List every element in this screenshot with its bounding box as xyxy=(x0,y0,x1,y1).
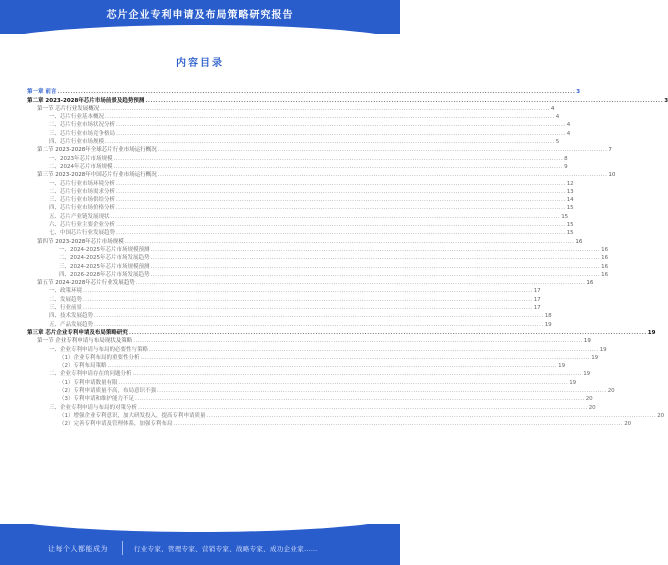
toc-entry[interactable] xyxy=(27,329,656,337)
toc-entry-label: 三、行业前景 xyxy=(49,305,83,312)
toc-leader-dots: ........................................................................................................................................................................................................ xyxy=(116,197,566,204)
toc-entry-page: 4 xyxy=(566,122,571,129)
toc-entry-label: 第一章 前言 xyxy=(27,89,57,96)
toc-entry-page: 17 xyxy=(533,296,541,303)
toc-leader-dots: ........................................................................................................................................................................................................ xyxy=(145,97,664,104)
toc-entry-label: 第四节 2023-2028年芯片市场规模 xyxy=(37,238,124,245)
toc-entry[interactable] xyxy=(27,212,569,220)
header-curve xyxy=(0,25,410,45)
toc-entry-page: 19 xyxy=(583,371,591,378)
toc-leader-dots: ........................................................................................................................................................................................................ xyxy=(116,130,566,137)
toc-entry-page: 19 xyxy=(583,338,591,345)
toc-entry[interactable] xyxy=(27,271,609,279)
toc-entry[interactable] xyxy=(27,345,607,353)
toc-entry-page: 20 xyxy=(607,387,615,394)
toc-leader-dots: ........................................................................................................................................................................................................ xyxy=(116,230,566,237)
toc-title: 内容目录 xyxy=(176,58,224,69)
toc-entry-page: 20 xyxy=(588,404,596,411)
toc-entry-label: 三、芯片行业市场竞争格局 xyxy=(49,130,116,137)
toc-entry[interactable] xyxy=(27,154,568,162)
toc-entry-label: 一、2024-2025年芯片市场规模预测 xyxy=(59,246,150,253)
toc-leader-dots: ........................................................................................................................................................................................................ xyxy=(105,139,555,146)
toc-entry-label: （3）专利申请和维护能力不足 xyxy=(59,396,135,403)
toc-leader-dots: ........................................................................................................................................................................................................ xyxy=(132,371,583,378)
toc-entry-label: 二、企业专利申请存在的问题分析 xyxy=(49,371,132,378)
toc-entry-label: 二、芯片行业市场状况分析 xyxy=(49,122,116,129)
toc-entry-page: 16 xyxy=(586,280,594,287)
toc-entry-page: 19 xyxy=(558,363,566,370)
toc-entry[interactable] xyxy=(27,304,541,312)
toc-entry[interactable] xyxy=(27,171,616,179)
toc-entry[interactable] xyxy=(27,221,574,229)
toc-entry-label: 一、2023年芯片市场规模 xyxy=(49,155,113,162)
toc-entry[interactable] xyxy=(27,179,574,187)
toc-leader-dots: ........................................................................................................................................................................................................ xyxy=(138,404,588,411)
toc-entry-label: 三、企业专利申请与布局的对策分析 xyxy=(49,404,138,411)
toc-leader-dots: ........................................................................................................................................................................................................ xyxy=(150,255,601,262)
toc-entry-page: 16 xyxy=(601,246,609,253)
toc-entry[interactable] xyxy=(27,262,609,270)
toc-leader-dots: ........................................................................................................................................................................................................ xyxy=(157,147,608,154)
toc-leader-dots: ........................................................................................................................................................................................................ xyxy=(116,222,566,229)
toc-entry-label: 第五节 2024-2028年芯片行业发展趋势 xyxy=(37,280,135,287)
toc-entry[interactable] xyxy=(27,138,560,146)
toc-entry-page: 12 xyxy=(566,180,574,187)
toc-entry-page: 4 xyxy=(566,130,571,137)
toc-entry[interactable] xyxy=(27,287,541,295)
toc-leader-dots: ........................................................................................................................................................................................................ xyxy=(140,354,591,361)
toc-entry-page: 19 xyxy=(647,329,656,336)
toc-entry[interactable] xyxy=(27,354,599,362)
toc-entry[interactable] xyxy=(27,129,571,137)
toc-entry-page: 19 xyxy=(591,354,599,361)
toc-entry-page: 16 xyxy=(601,271,609,278)
toc-entry-page: 19 xyxy=(569,379,577,386)
toc-leader-dots: ........................................................................................................................................................................................................ xyxy=(116,188,566,195)
toc-leader-dots: ........................................................................................................................................................................................................ xyxy=(83,296,533,303)
toc-entry-label: （2）完善专利申请及管理体系，加强专利布局 xyxy=(59,421,173,428)
toc-leader-dots: ........................................................................................................................................................................................................ xyxy=(113,155,564,162)
toc-entry-page: 7 xyxy=(608,147,612,154)
toc-leader-dots: ........................................................................................................................................................................................................ xyxy=(149,346,599,353)
toc-entry[interactable] xyxy=(27,279,594,287)
table-of-contents xyxy=(27,88,668,428)
toc-entry-label: （1）增强企业专利意识，加大研发投入，提高专利申请质量 xyxy=(59,412,206,419)
toc-entry-page: 20 xyxy=(657,412,665,419)
toc-entry-label: 二、2024-2025年芯片市场发展趋势 xyxy=(59,255,150,262)
toc-entry[interactable] xyxy=(27,362,566,370)
toc-entry-label: 五、产品发展趋势 xyxy=(49,321,94,328)
report-header xyxy=(0,0,400,34)
toc-entry[interactable] xyxy=(27,146,612,154)
toc-entry-page: 5 xyxy=(555,139,560,146)
toc-entry-label: （1）专利申请数量有限 xyxy=(59,379,118,386)
toc-entry-label: 一、政策环境 xyxy=(49,288,83,295)
toc-leader-dots: ........................................................................................................................................................................................................ xyxy=(206,412,657,419)
toc-leader-dots: ........................................................................................................................................................................................................ xyxy=(83,288,533,295)
toc-entry-label: 四、芯片行业市场规模 xyxy=(49,139,105,146)
toc-entry[interactable] xyxy=(27,254,609,262)
toc-entry-label: 第二节 2023-2028年全球芯片行业市场运行概况 xyxy=(37,147,157,154)
toc-entry-label: 四、技术发展趋势 xyxy=(49,313,94,320)
toc-entry-label: 二、芯片行业市场需求分析 xyxy=(49,188,116,195)
toc-entry-label: 四、2026-2028年芯片市场发展趋势 xyxy=(59,271,150,278)
toc-leader-dots: ........................................................................................................................................................................................................ xyxy=(57,89,576,96)
toc-entry-label: 七、中国芯片行业发展趋势 xyxy=(49,230,116,237)
toc-leader-dots: ........................................................................................................................................................................................................ xyxy=(133,338,583,345)
report-title: 芯片企业专利申请及布局策略研究报告 xyxy=(106,10,294,21)
toc-entry-page: 19 xyxy=(599,346,607,353)
toc-entry-page: 4 xyxy=(550,105,555,112)
toc-entry-page: 3 xyxy=(664,97,668,104)
toc-entry-label: 第二章 2023-2028年芯片市场前景及趋势预测 xyxy=(27,97,145,104)
footer-tagline: 行业专家、管理专家、营销专家、战略专家、成功企业家…… xyxy=(134,545,318,553)
toc-leader-dots: ........................................................................................................................................................................................................ xyxy=(113,163,564,170)
footer-slogan: 让每个人都能成为 xyxy=(48,545,108,553)
toc-entry[interactable] xyxy=(27,387,615,395)
toc-leader-dots: ........................................................................................................................................................................................................ xyxy=(150,263,601,270)
toc-leader-dots: ........................................................................................................................................................................................................ xyxy=(157,387,607,394)
toc-entry[interactable] xyxy=(27,395,593,403)
toc-leader-dots: ........................................................................................................................................................................................................ xyxy=(116,122,566,129)
toc-entry[interactable] xyxy=(27,88,581,96)
toc-entry[interactable] xyxy=(27,163,568,171)
toc-entry[interactable] xyxy=(27,412,665,420)
toc-entry-page: 15 xyxy=(566,205,574,212)
toc-entry[interactable] xyxy=(27,320,552,328)
toc-entry-label: （1）企业专利布局的重要性分析 xyxy=(59,354,140,361)
toc-leader-dots: ........................................................................................................................................................................................................ xyxy=(107,363,558,370)
toc-leader-dots: ........................................................................................................................................................................................................ xyxy=(124,238,575,245)
toc-entry[interactable] xyxy=(27,96,668,104)
toc-entry[interactable] xyxy=(27,312,552,320)
toc-entry-page: 13 xyxy=(566,188,574,195)
toc-leader-dots: ........................................................................................................................................................................................................ xyxy=(135,396,585,403)
toc-entry-label: （2）专利申请质量不高，布局意识不强 xyxy=(59,387,157,394)
toc-leader-dots: ........................................................................................................................................................................................................ xyxy=(83,305,533,312)
toc-entry-page: 15 xyxy=(561,213,569,220)
toc-entry[interactable] xyxy=(27,121,571,129)
toc-leader-dots: ........................................................................................................................................................................................................ xyxy=(150,271,601,278)
toc-entry[interactable] xyxy=(27,229,574,237)
toc-entry-page: 18 xyxy=(544,313,552,320)
toc-entry-page: 17 xyxy=(533,305,541,312)
toc-entry-page: 9 xyxy=(564,163,568,170)
toc-entry-label: 三、2024-2025年芯片市场规模预测 xyxy=(59,263,150,270)
toc-entry-label: 第一节 企业专利申请与布局现状及策略 xyxy=(37,338,133,345)
toc-entry-label: 二、发展趋势 xyxy=(49,296,83,303)
footer-divider xyxy=(122,541,123,555)
toc-entry-page: 17 xyxy=(533,288,541,295)
toc-entry-label: 一、芯片行业市场环境分析 xyxy=(49,180,116,187)
toc-leader-dots: ........................................................................................................................................................................................................ xyxy=(150,246,601,253)
toc-entry-label: 二、2024年芯片市场规模 xyxy=(49,163,113,170)
toc-entry-page: 16 xyxy=(575,238,583,245)
toc-entry[interactable] xyxy=(27,295,541,303)
toc-entry-page: 14 xyxy=(566,197,574,204)
toc-entry-label: 第三章 芯片企业专利申请及布局策略研究 xyxy=(27,329,128,336)
toc-entry[interactable] xyxy=(27,237,583,245)
toc-entry[interactable] xyxy=(27,188,574,196)
toc-entry[interactable] xyxy=(27,105,555,113)
toc-entry-label: 五、芯片产业链发展现状 xyxy=(49,213,110,220)
toc-leader-dots: ........................................................................................................................................................................................................ xyxy=(110,213,561,220)
toc-entry[interactable] xyxy=(27,420,632,428)
toc-entry-label: 第三节 2023-2028年中国芯片行业市场运行概况 xyxy=(37,172,157,179)
toc-leader-dots: ........................................................................................................................................................................................................ xyxy=(100,105,550,112)
toc-entry[interactable] xyxy=(27,113,560,121)
toc-leader-dots: ........................................................................................................................................................................................................ xyxy=(157,172,608,179)
toc-entry-label: 六、芯片行业主要企业分析 xyxy=(49,222,116,229)
report-footer xyxy=(0,524,400,565)
toc-entry-page: 20 xyxy=(624,421,632,428)
toc-entry-page: 19 xyxy=(544,321,552,328)
toc-leader-dots: ........................................................................................................................................................................................................ xyxy=(118,379,569,386)
toc-entry-label: 一、芯片行业基本概况 xyxy=(49,114,105,121)
toc-entry-page: 20 xyxy=(585,396,593,403)
toc-entry[interactable] xyxy=(27,196,574,204)
toc-leader-dots: ........................................................................................................................................................................................................ xyxy=(128,329,647,336)
toc-entry-page: 15 xyxy=(566,230,574,237)
toc-entry-page: 4 xyxy=(555,114,560,121)
toc-leader-dots: ........................................................................................................................................................................................................ xyxy=(116,205,566,212)
toc-entry[interactable] xyxy=(27,246,609,254)
toc-entry-page: 3 xyxy=(576,89,581,96)
footer-curve xyxy=(0,512,410,532)
toc-entry[interactable] xyxy=(27,403,596,411)
toc-entry-label: 三、芯片行业市场供给分析 xyxy=(49,197,116,204)
toc-leader-dots: ........................................................................................................................................................................................................ xyxy=(135,280,586,287)
toc-entry-label: 第一节 芯片行业发展概况 xyxy=(37,105,100,112)
toc-entry-label: 一、企业专利申请与布局的必要性与策略 xyxy=(49,346,149,353)
toc-leader-dots: ........................................................................................................................................................................................................ xyxy=(94,321,544,328)
toc-leader-dots: ........................................................................................................................................................................................................ xyxy=(94,313,544,320)
toc-entry-page: 16 xyxy=(601,263,609,270)
toc-entry-page: 16 xyxy=(601,255,609,262)
toc-entry-label: 四、芯片行业市场价格分析 xyxy=(49,205,116,212)
toc-leader-dots: ........................................................................................................................................................................................................ xyxy=(116,180,566,187)
toc-leader-dots: ........................................................................................................................................................................................................ xyxy=(173,421,624,428)
toc-entry[interactable] xyxy=(27,378,577,386)
toc-leader-dots: ........................................................................................................................................................................................................ xyxy=(105,114,555,121)
toc-entry-page: 15 xyxy=(566,222,574,229)
toc-entry-page: 8 xyxy=(564,155,568,162)
toc-entry-page: 10 xyxy=(608,172,616,179)
toc-entry[interactable] xyxy=(27,370,591,378)
toc-entry[interactable] xyxy=(27,337,591,345)
toc-entry-label: （2）专利布局策略 xyxy=(59,363,107,370)
toc-entry[interactable] xyxy=(27,204,574,212)
